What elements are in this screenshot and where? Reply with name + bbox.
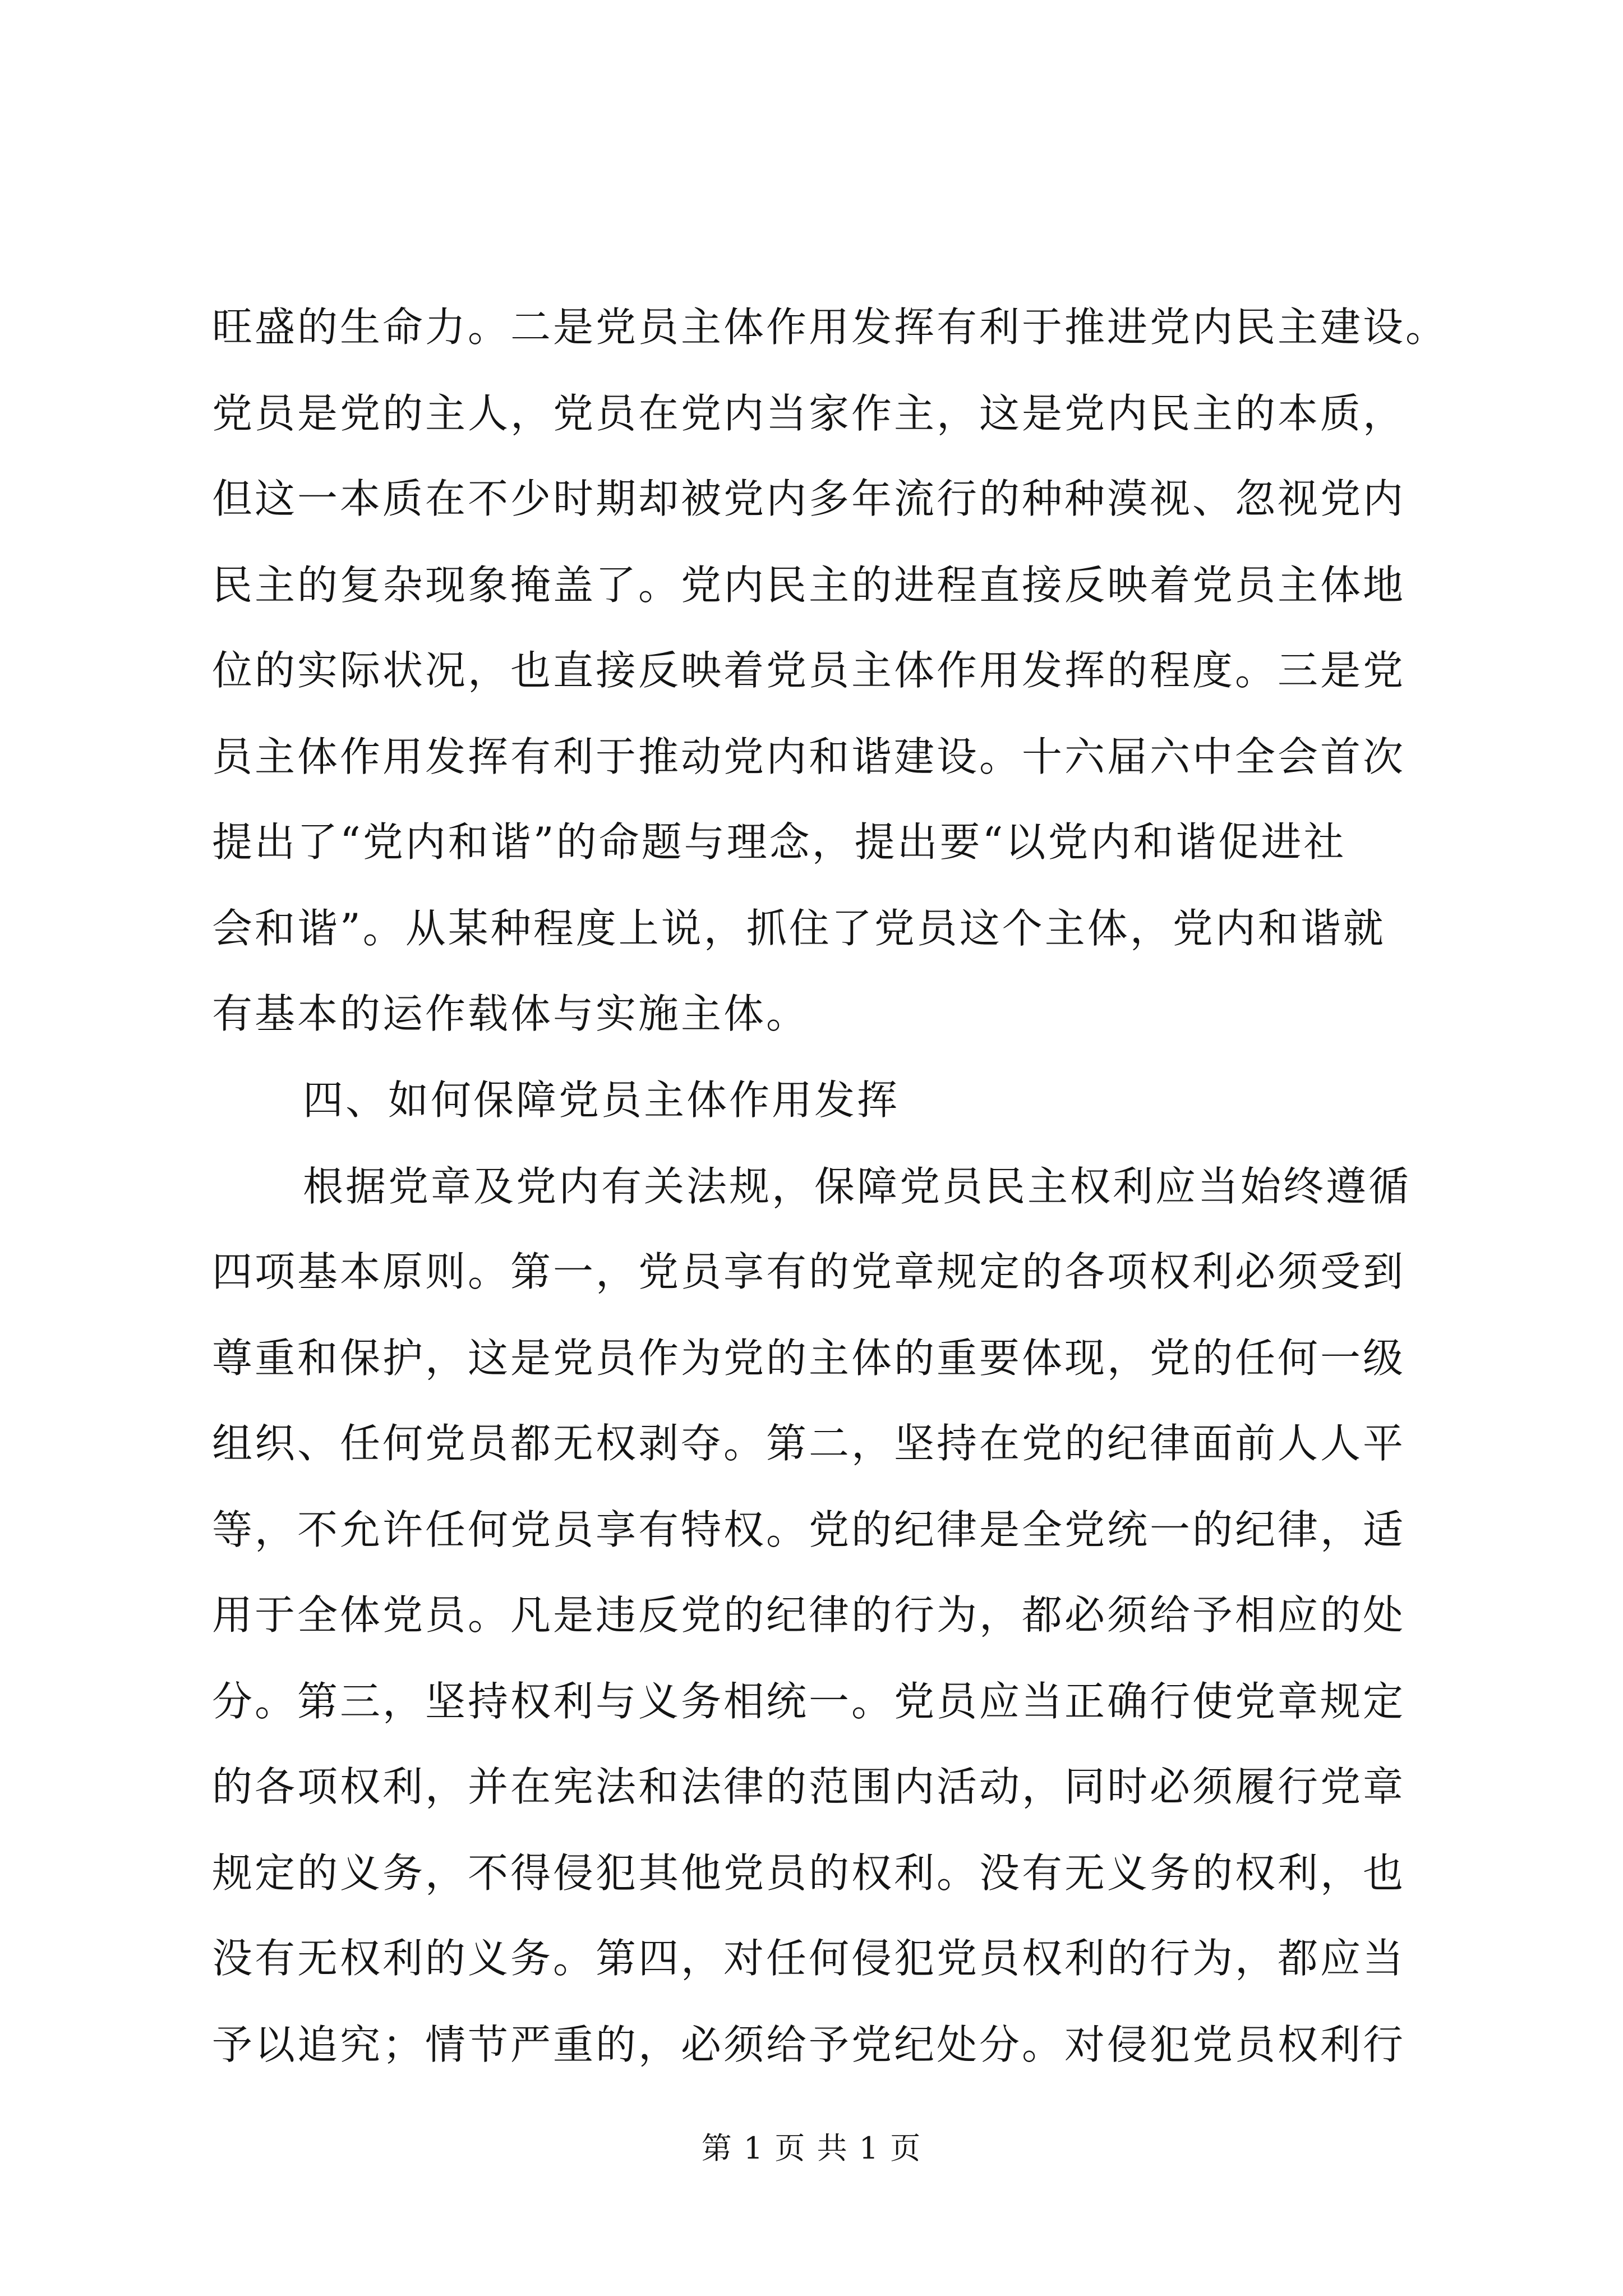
text-line: 民主的复杂现象掩盖了。党内民主的进程直接反映着党员主体地 <box>212 562 1406 609</box>
section-heading: 四、如何保障党员主体作用发挥 <box>303 1076 900 1124</box>
text-line: 组织、任何党员都无权剥夺。第二，坚持在党的纪律面前人人平 <box>212 1420 1406 1467</box>
text-line: 没有无权利的义务。第四，对任何侵犯党员权利的行为，都应当 <box>212 1935 1406 1982</box>
text-line: 用于全体党员。凡是违反党的纪律的行为，都必须给予相应的处 <box>212 1591 1406 1639</box>
text-line: 员主体作用发挥有利于推动党内和谐建设。十六届六中全会首次 <box>212 733 1406 780</box>
text-line: 提出了“党内和谐”的命题与理念，提出要“以党内和谐促进社 <box>212 818 1347 866</box>
text-line: 予以追究；情节严重的，必须给予党纪处分。对侵犯党员权利行 <box>212 2021 1406 2068</box>
text-line: 旺盛的生命力。二是党员主体作用发挥有利于推进党内民主建设。 <box>212 303 1449 351</box>
text-line: 尊重和保护，这是党员作为党的主体的重要体现，党的任何一级 <box>212 1335 1406 1382</box>
text-line: 的各项权利，并在宪法和法律的范围内活动，同时必须履行党章 <box>212 1763 1406 1810</box>
text-line: 分。第三，坚持权利与义务相统一。党员应当正确行使党章规定 <box>212 1678 1406 1725</box>
text-line: 规定的义务，不得侵犯其他党员的权利。没有无义务的权利，也 <box>212 1849 1406 1897</box>
text-line: 有基本的运作载体与实施主体。 <box>212 990 809 1037</box>
paragraph-first-line: 根据党章及党内有关法规，保障党员民主权利应当始终遵循 <box>303 1163 1412 1210</box>
text-line: 四项基本原则。第一，党员享有的党章规定的各项权利必须受到 <box>212 1248 1406 1295</box>
text-line: 但这一本质在不少时期却被党内多年流行的种种漠视、忽视党内 <box>212 475 1406 522</box>
text-line: 等，不允许任何党员享有特权。党的纪律是全党统一的纪律，适 <box>212 1506 1406 1553</box>
text-line: 会和谐”。从某种程度上说，抓住了党员这个主体，党内和谐就 <box>212 905 1386 952</box>
text-line: 位的实际状况，也直接反映着党员主体作用发挥的程度。三是党 <box>212 647 1406 694</box>
page-number-footer: 第 1 页 共 1 页 <box>701 2131 922 2166</box>
text-line: 党员是党的主人，党员在党内当家作主，这是党内民主的本质， <box>212 390 1406 437</box>
